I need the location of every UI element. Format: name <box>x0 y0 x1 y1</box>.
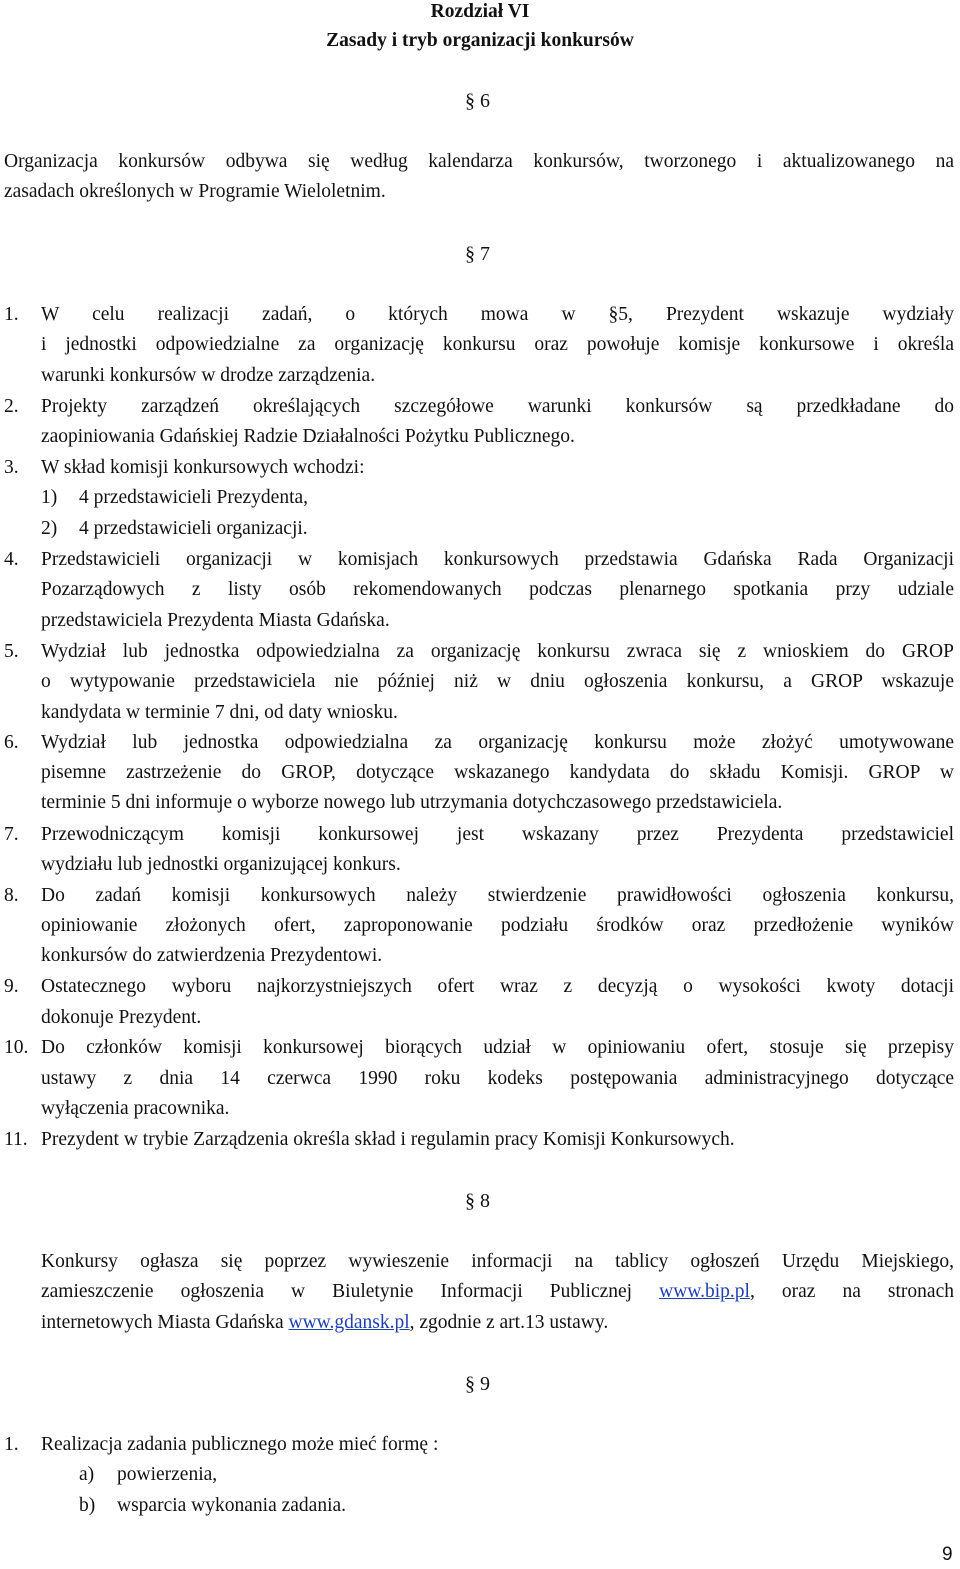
sub-item-number: a) <box>79 1464 95 1485</box>
list-item-line: Do zadań komisji konkursowych należy stwierdzenie prawidłowości ogłoszenia konkursu, <box>41 885 954 906</box>
list-item-number: 11. <box>4 1129 28 1150</box>
list-item-number: 1. <box>4 304 19 325</box>
list-item-line: Wydział lub jednostka odpowiedzialna za organizację konkursu zwraca się z wnioskiem do GROP <box>41 641 954 662</box>
sub-item-text: wsparcia wykonania zadania. <box>117 1495 347 1516</box>
list-item-line: terminie 5 dni informuje o wyborze nowego lub utrzymania dotychczasowego przedstawiciela. <box>41 792 783 813</box>
list-item-number: 8. <box>4 885 19 906</box>
list-item-line: Wydział lub jednostka odpowiedzialna za organizację konkursu może złożyć umotywowane <box>41 732 954 753</box>
sub-item-number: b) <box>79 1495 96 1516</box>
list-item-line: Przewodniczącym komisji konkursowej jest wskazany przez Prezydenta przedstawiciel <box>41 824 954 845</box>
sub-item-number: 1) <box>41 487 58 508</box>
text-segment: , oraz na stronach <box>749 1281 954 1302</box>
list-item-number: 5. <box>4 641 19 662</box>
list-item-line: W celu realizacji zadań, o których mowa w §5, Prezydent wskazuje wydziały <box>41 304 954 325</box>
bip-link[interactable]: www.bip.pl <box>659 1281 750 1302</box>
list-item-line: warunki konkursów w drodze zarządzenia. <box>41 365 376 386</box>
list-item-line: Do członków komisji konkursowej biorących udział w opiniowaniu ofert, stosuje się przepisy <box>41 1037 954 1058</box>
list-item-number: 3. <box>4 457 19 478</box>
list-item-line: Ostatecznego wyboru najkorzystniejszych ofert wraz z decyzją o wysokości kwoty dotacji <box>41 976 954 997</box>
section-heading-7: § 7 <box>465 243 490 265</box>
paragraph-s8-line-3 <box>41 1308 608 1338</box>
list-item-number: 4. <box>4 549 19 570</box>
sub-item-text: powierzenia, <box>117 1464 218 1485</box>
text-segment: , zgodnie z art.13 ustawy. <box>409 1312 609 1333</box>
list-item-line: Przedstawicieli organizacji w komisjach konkursowych przedstawia Gdańska Rada Organizacji <box>41 549 954 570</box>
page-number: 9 <box>942 1544 953 1565</box>
list-item-line: wydziału lub jednostki organizującej konkurs. <box>41 854 401 875</box>
list-item-line: Pozarządowych z listy osób rekomendowanych podczas plenarnego spotkania przy udziale <box>41 579 954 600</box>
text-segment: zamieszczenie ogłoszenia w Biuletynie Informacji Publicznej <box>41 1281 660 1302</box>
list-item-line: pisemne zastrzeżenie do GROP, dotyczące wskazanego kandydata do składu Komisji. GROP w <box>41 762 954 783</box>
list-item-line: opiniowanie złożonych ofert, zaproponowanie podziału środków oraz przedłożenie wyników <box>41 915 954 936</box>
list-item-number: 6. <box>4 732 19 753</box>
list-item-line: kandydata w terminie 7 dni, od daty wniosku. <box>41 702 398 723</box>
gdansk-link[interactable]: www.gdansk.pl <box>288 1312 410 1333</box>
paragraph-s8-line-1: Konkursy ogłasza się poprzez wywieszenie informacji na tablicy ogłoszeń Urzędu Miejskiego, <box>41 1251 954 1272</box>
sub-item-number: 2) <box>41 518 58 539</box>
chapter-title: Rozdział VI <box>430 1 530 22</box>
list-item-number: 9. <box>4 976 19 997</box>
list-item-line: ustawy z dnia 14 czerwca 1990 roku kodeks postępowania administracyjnego dotyczące <box>41 1068 954 1089</box>
list-item-line: o wytypowanie przedstawiciela nie później niż w dniu ogłoszenia konkursu, a GROP wskazuje <box>41 671 954 692</box>
paragraph-s6-line-1: Organizacja konkursów odbywa się według kalendarza konkursów, tworzonego i aktualizowanego na <box>4 151 954 172</box>
sub-item-text: 4 przedstawicieli organizacji. <box>79 518 308 539</box>
list-item-line: W skład komisji konkursowych wchodzi: <box>41 457 365 478</box>
paragraph-s8-line-2 <box>41 1277 954 1307</box>
list-item-number: 2. <box>4 396 19 417</box>
list-item-line: zaopiniowania Gdańskiej Radzie Działalności Pożytku Publicznego. <box>41 426 575 447</box>
text-segment: internetowych Miasta Gdańska <box>41 1312 289 1333</box>
section-heading-6: § 6 <box>465 90 490 112</box>
list-item-number: 10. <box>4 1037 29 1058</box>
list-item-line: przedstawiciela Prezydenta Miasta Gdańska. <box>41 610 390 631</box>
list-item-line: Projekty zarządzeń określających szczegółowe warunki konkursów są przedkładane do <box>41 396 954 417</box>
list-item-line: konkursów do zatwierdzenia Prezydentowi. <box>41 945 383 966</box>
list-item-line: Prezydent w trybie Zarządzenia określa skład i regulamin pracy Komisji Konkursowych. <box>41 1129 735 1150</box>
section-heading-8: § 8 <box>465 1190 490 1212</box>
list-item-number: 1. <box>4 1434 19 1455</box>
list-item-number: 7. <box>4 824 19 845</box>
section-heading-9: § 9 <box>465 1373 490 1395</box>
list-item-line: i jednostki odpowiedzialne za organizację konkursu oraz powołuje komisje konkursowe i określa <box>41 334 954 355</box>
chapter-subtitle: Zasady i tryb organizacji konkursów <box>326 30 634 51</box>
list-item-line: Realizacja zadania publicznego może mieć formę : <box>41 1434 439 1455</box>
paragraph-s6-line-2: zasadach określonych w Programie Wieloletnim. <box>4 181 386 202</box>
list-item-line: dokonuje Prezydent. <box>41 1007 202 1028</box>
list-item-line: wyłączenia pracownika. <box>41 1098 230 1119</box>
sub-item-text: 4 przedstawicieli Prezydenta, <box>79 487 309 508</box>
